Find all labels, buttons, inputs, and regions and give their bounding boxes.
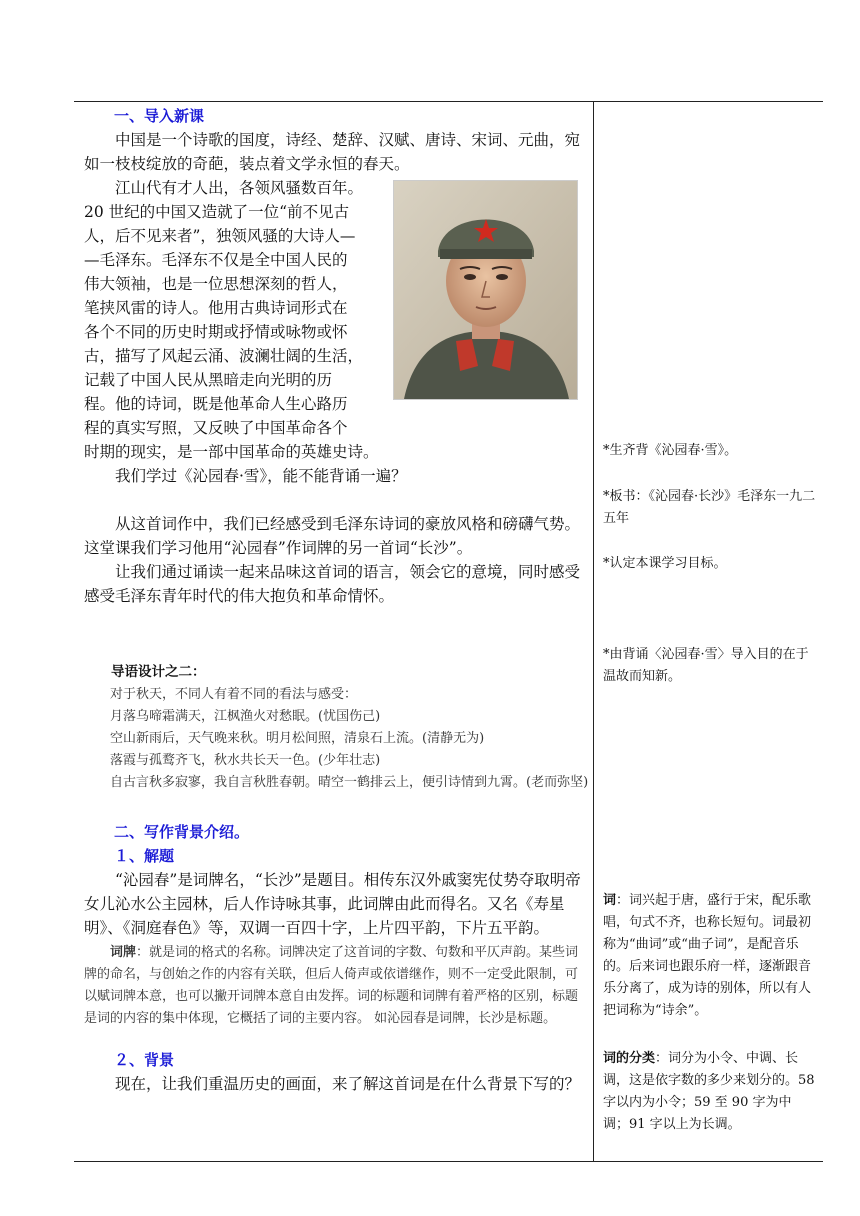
section2-para1: “沁园春”是词牌名，“长沙”是题目。相传东汉外戚窦宪仗势夺取明帝女儿沁水公主园林，后人作诗咏其事，此词牌由此而得名。又名《寿星明》、《洞庭春色》等，双调一百四十字，上片四平韵，下片五平韵。 — [84, 871, 581, 937]
table-top-rule — [74, 101, 823, 102]
section1-para3: 我们学过《沁园春·雪》，能不能背诵一遍？ — [115, 467, 407, 485]
para2-line: 程的真实写照，又反映了中国革命各个 — [84, 419, 348, 437]
para2-line: 20 世纪的中国又造就了一位“前不见古 — [84, 203, 350, 221]
section1-para2-last: 时期的现实，是一部中国革命的英雄史诗。 — [84, 443, 379, 461]
intro2-line: 月落乌啼霜满天，江枫渔火对愁眠。(忧国伤己) — [110, 709, 381, 724]
section2-sub1: １、解题 — [114, 847, 175, 865]
section2-para2: 现在，让我们重温历史的画面，来了解这首词是在什么背景下写的？ — [115, 1075, 581, 1093]
section1-para1: 中国是一个诗歌的国度，诗经、楚辞、汉赋、唐诗、宋词、元曲，宛如一枝枝绽放的奇葩，装点着文学永恒的春天。 — [84, 131, 581, 173]
intro2-line: 对于秋天，不同人有着不同的看法与感受： — [110, 687, 358, 702]
section1-para4: 从这首词作中，我们已经感受到毛泽东诗词的豪放风格和磅礴气势。这堂课我们学习他用“沁园春”作词牌的另一首词“长沙”。 — [84, 515, 581, 557]
section2-heading: 二、写作背景介绍。 — [114, 823, 250, 841]
class-label: 词的分类 — [603, 1051, 656, 1066]
portrait-image — [393, 180, 578, 400]
para2-line: 古，描写了风起云涌、波澜壮阔的生活， — [84, 347, 364, 365]
para2-line: 记载了中国人民从黑暗走向光明的历 — [84, 371, 333, 389]
ci-label: 词 — [603, 893, 617, 908]
para2-line: —毛泽东。毛泽东不仅是全中国人民的 — [84, 251, 348, 269]
table-bottom-rule — [74, 1161, 823, 1162]
section1-para5: 让我们通过诵读一起来品味这首词的语言，领会它的意境，同时感受感受毛泽东青年时代的伟大抱负和革命情怀。 — [84, 563, 581, 605]
note-recite: *生齐背《沁园春·雪》。 — [603, 443, 738, 458]
note-blackboard: *板书：《沁园春·长沙》毛泽东一九二五年 — [603, 489, 816, 526]
note-intro-purpose: *由背诵〈沁园春·雪〉导入目的在于温故而知新。 — [603, 647, 809, 684]
cipai-definition — [84, 942, 590, 1030]
ci-text: ：词兴起于唐，盛行于宋，配乐歌唱，句式不齐，也称长短句。词最初称为“曲词”或“曲子词”，是配音乐的。后来词也跟乐府一样，逐渐跟音乐分离了，成为诗的别体，所以有人把词称为“诗余”。 — [603, 893, 812, 1018]
cipai-label: 词牌 — [110, 945, 137, 960]
note-ci-classification — [603, 1048, 817, 1136]
para2-line: 伟大领袖，也是一位思想深刻的哲人， — [84, 275, 348, 293]
para2-line: 笔挟风雷的诗人。他用古典诗词形式在 — [84, 299, 348, 317]
section1-para2-wrapped — [84, 200, 388, 440]
column-divider — [593, 101, 594, 1162]
intro2-lines — [84, 684, 590, 794]
intro2-heading: 导语设计之二： — [111, 664, 206, 680]
intro2-line: 落霞与孤鹜齐飞，秋水共长天一色。(少年壮志) — [110, 753, 381, 768]
section1-heading: 一、导入新课 — [114, 107, 205, 125]
para2-line: 程。他的诗词，既是他革命人生心路历 — [84, 395, 348, 413]
intro2-line: 空山新雨后，天气晚来秋。明月松间照，清泉石上流。(清静无为) — [110, 731, 485, 746]
section1-para2-first: 江山代有才人出，各领风骚数百年。 — [115, 179, 364, 197]
para2-line: 人，后不见来者”，独领风骚的大诗人— — [84, 227, 356, 245]
para2-line: 各个不同的历史时期或抒情或咏物或怀 — [84, 323, 348, 341]
note-ci-definition — [603, 890, 817, 1022]
note-objectives: *认定本课学习目标。 — [603, 556, 727, 571]
class-text: ：词分为小令、中调、长调，这是依字数的多少来划分的。58 字以内为小令；59 至 90 字为中调；91 字以上为长调。 — [603, 1051, 815, 1132]
section2-sub2: ２、背景 — [114, 1051, 175, 1069]
cipai-text: ：就是词的格式的名称。词牌决定了这首词的字数、句数和平仄声韵。某些词牌的命名，与创始之作的内容有关联，但后人倚声或依谱继作，则不一定受此限制，可以赋词牌本意，也可以撇开词牌本意自由发挥。词的标题和词牌有着严格的区别，标题是词的内容的集中体现，它概括了词的主要内容。 如沁园春是词牌，长沙是标题。 — [84, 945, 579, 1026]
intro2-line: 自古言秋多寂寥，我自言秋胜春朝。晴空一鹤排云上，便引诗情到九霄。(老而弥坚) — [110, 775, 589, 790]
